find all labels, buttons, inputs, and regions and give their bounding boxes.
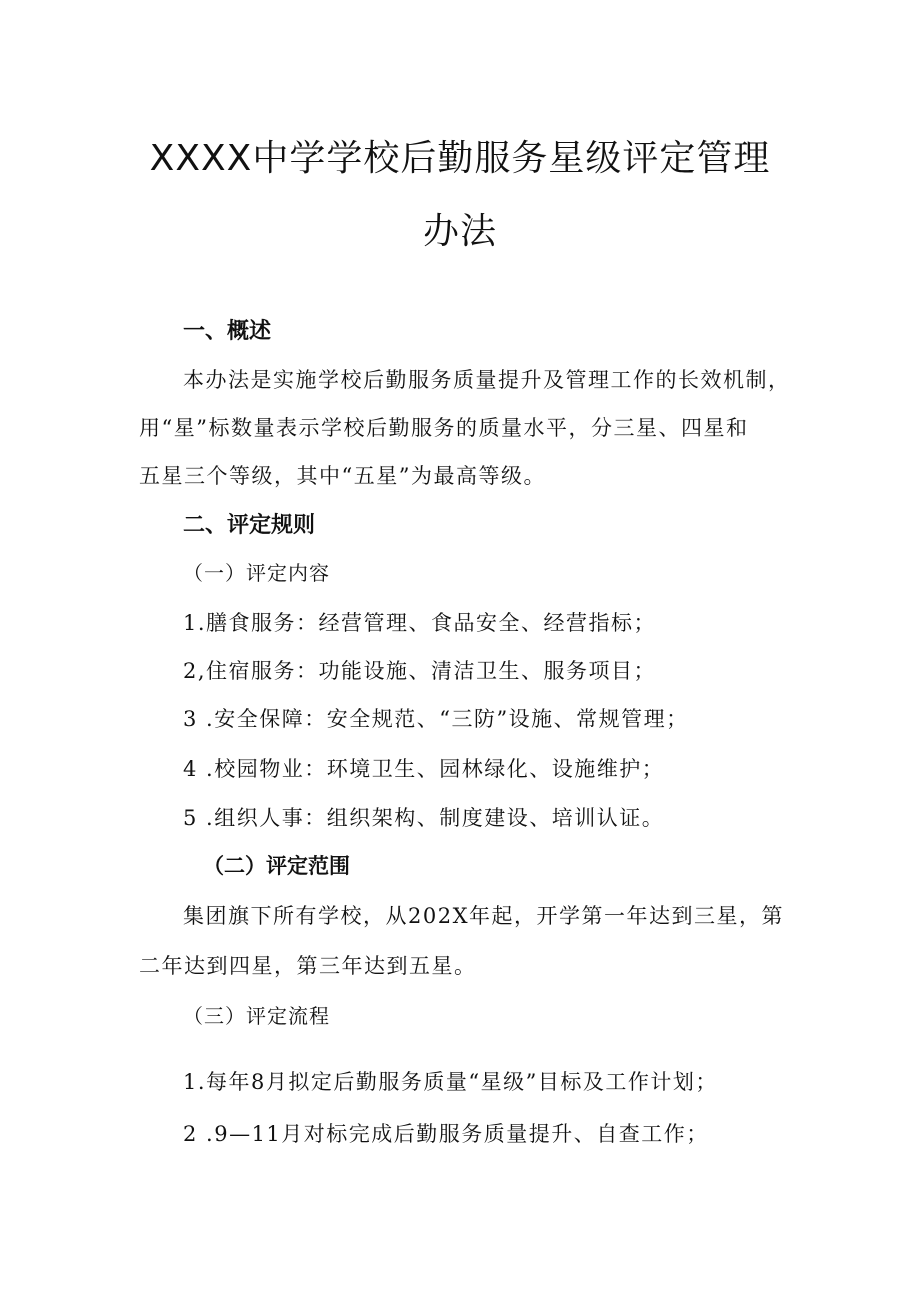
- document-title-line-2: 办法: [422, 211, 497, 252]
- section-1-heading: 一、概述: [183, 319, 272, 344]
- process-item-2: 2 .9—11月对标完成后勤服务质量提升、自查工作；: [183, 1122, 709, 1146]
- content-item-3: 3 .安全保障：安全规范、“三防”设施、常规管理；: [183, 707, 689, 731]
- content-item-1: 1.膳食服务：经营管理、食品安全、经营指标；: [183, 611, 657, 635]
- section-2-heading: 二、评定规则: [183, 513, 316, 538]
- scope-para-line-2: 二年达到四星，第三年达到五星。: [139, 954, 477, 978]
- subsection-3-heading: （三）评定流程: [183, 1004, 330, 1028]
- process-item-1: 1.每年8月拟定后勤服务质量“星级”目标及工作计划；: [183, 1070, 718, 1094]
- scope-para-line-1: 集团旗下所有学校，从202X年起，开学第一年达到三星，第: [183, 904, 785, 928]
- content-item-5: 5 .组织人事：组织架构、制度建设、培训认证。: [183, 806, 665, 830]
- content-item-4: 4 .校园物业：环境卫生、园林绿化、设施维护；: [183, 757, 665, 781]
- subsection-1-heading: （一）评定内容: [183, 561, 330, 585]
- section-1-para-line-2: 用“星”标数量表示学校后勤服务的质量水平，分三星、四星和: [139, 416, 749, 440]
- document-title-line-1: XXXX中学学校后勤服务星级评定管理: [149, 138, 771, 179]
- section-1-para-line-1: 本办法是实施学校后勤服务质量提升及管理工作的长效机制，: [183, 368, 791, 392]
- content-item-2: 2,住宿服务：功能设施、清洁卫生、服务项目；: [183, 659, 657, 683]
- section-1-para-line-3: 五星三个等级，其中“五星”为最高等级。: [139, 464, 546, 488]
- subsection-2-heading: （二）评定范围: [203, 854, 350, 878]
